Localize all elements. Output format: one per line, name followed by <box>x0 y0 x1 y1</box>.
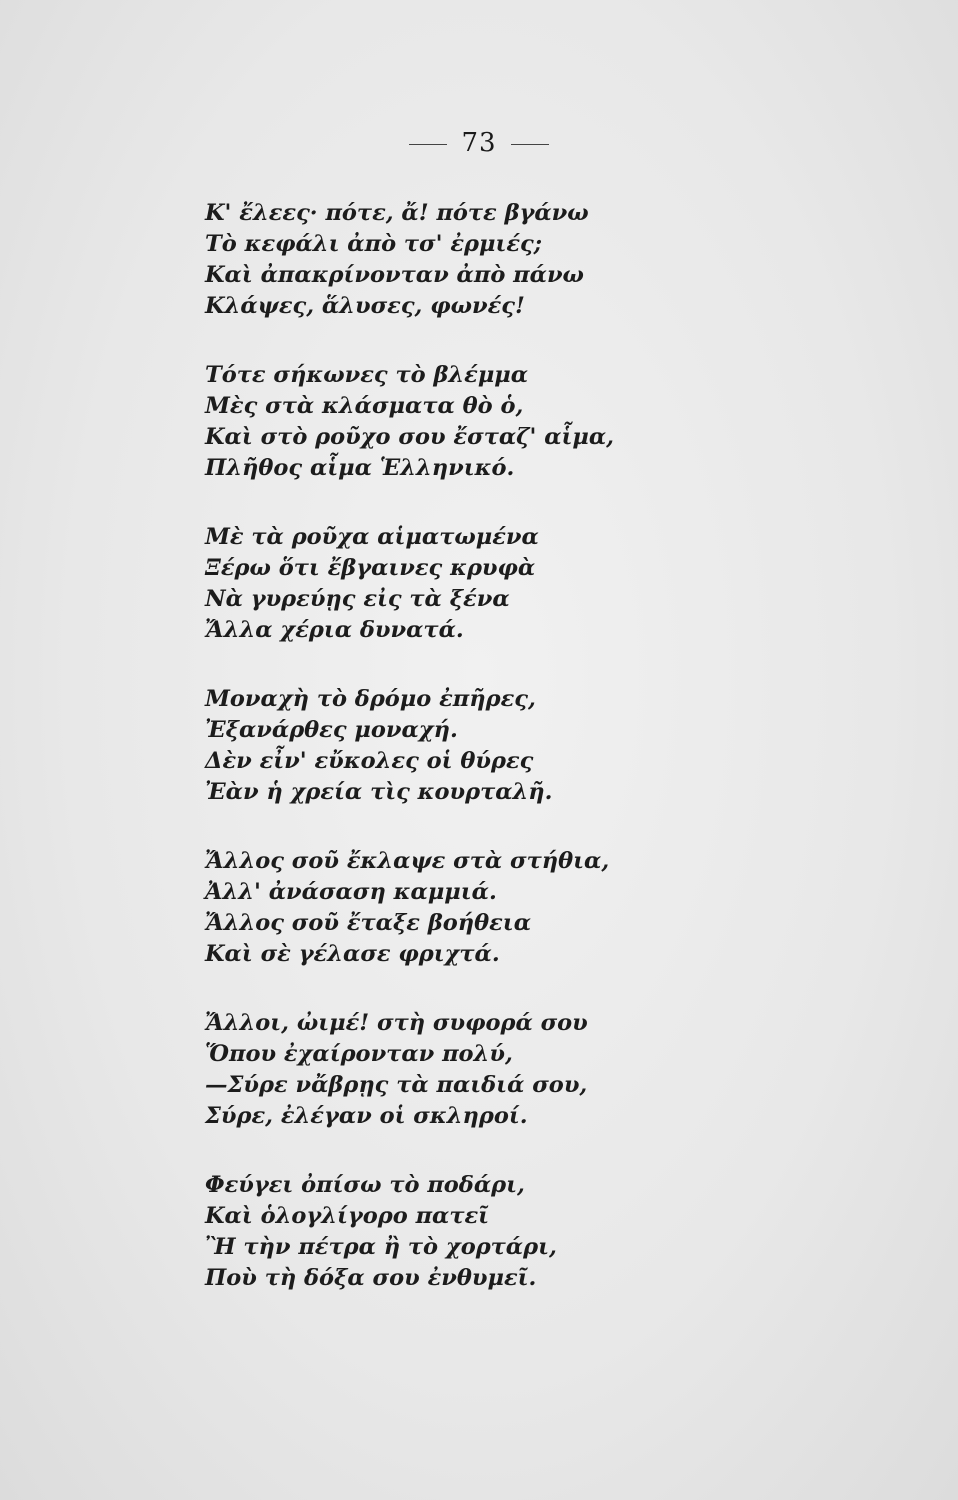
poem-line: Τότε σήκωνες τὸ βλέμμα <box>205 362 529 388</box>
poem <box>205 198 645 1332</box>
poem-line: Δὲν εἶν' εὔκολες οἱ θύρες <box>205 748 534 774</box>
poem-line: Νὰ γυρεύῃς εἰς τὰ ξένα <box>205 586 510 612</box>
poem-line: Καὶ στὸ ροῦχο σου ἔσταζ' αἷμα, <box>205 424 615 450</box>
poem-line: Ὅπου ἐχαίρονταν πολύ, <box>205 1041 513 1067</box>
poem-line: Καὶ σὲ γέλασε φριχτά. <box>205 941 500 967</box>
poem-line: Ἄλλα χέρια δυνατά. <box>205 617 464 643</box>
poem-line: Ἄλλοι, ὠιμέ! στὴ συφορά σου <box>205 1010 588 1036</box>
poem-line: Ἐξανάρθες μοναχή. <box>205 717 458 743</box>
poem-line: Σύρε, ἐλέγαν οἱ σκληροί. <box>205 1103 528 1129</box>
poem-line: Κ' ἔλεες· πότε, ἄ! πότε βγάνω <box>205 200 589 226</box>
stanza-7 <box>205 1170 645 1294</box>
poem-line: Τὸ κεφάλι ἀπὸ τσ' ἐρμιές; <box>205 231 543 257</box>
poem-line: —Σύρε νἄβρῃς τὰ παιδιά σου, <box>205 1072 588 1098</box>
left-dash <box>409 144 447 145</box>
poem-line: Καὶ ὁλογλίγορο πατεῖ <box>205 1203 490 1229</box>
stanza-1 <box>205 198 645 322</box>
stanza-3 <box>205 522 645 646</box>
poem-line: Μοναχὴ τὸ δρόμο ἐπῆρες, <box>205 686 536 712</box>
poem-line: Μὲ τὰ ροῦχα αἱματωμένα <box>205 524 539 550</box>
stanza-6 <box>205 1008 645 1132</box>
page-number: 73 <box>461 128 497 158</box>
poem-line: Κλάψες, ἅλυσες, φωνές! <box>205 293 525 319</box>
poem-line: Ποὺ τὴ δόξα σου ἐνθυμεῖ. <box>205 1265 537 1291</box>
poem-line: Ἄλλος σοῦ ἔκλαψε στὰ στήθια, <box>205 848 610 874</box>
poem-line: Φεύγει ὀπίσω τὸ ποδάρι, <box>205 1172 525 1198</box>
poem-line: Μὲς στὰ κλάσματα θὸ ὁ, <box>205 393 524 419</box>
poem-line: Ἐὰν ἡ χρεία τὶς κουρταλῆ. <box>205 779 553 805</box>
poem-line: Ξέρω ὅτι ἔβγαινες κρυφὰ <box>205 555 536 581</box>
poem-line: Ἀλλ' ἀνάσαση καμμιά. <box>205 879 497 905</box>
stanza-2 <box>205 360 645 484</box>
page-header <box>0 128 958 158</box>
poem-line: Καὶ ἀπακρίνονταν ἀπὸ πάνω <box>205 262 584 288</box>
poem-line: Ἄλλος σοῦ ἔταξε βοήθεια <box>205 910 532 936</box>
poem-line: Πλῆθος αἷμα Ἑλληνικό. <box>205 455 515 481</box>
stanza-4 <box>205 684 645 808</box>
poem-line: Ἢ τὴν πέτρα ἢ τὸ χορτάρι, <box>205 1234 557 1260</box>
right-dash <box>511 144 549 145</box>
stanza-5 <box>205 846 645 970</box>
